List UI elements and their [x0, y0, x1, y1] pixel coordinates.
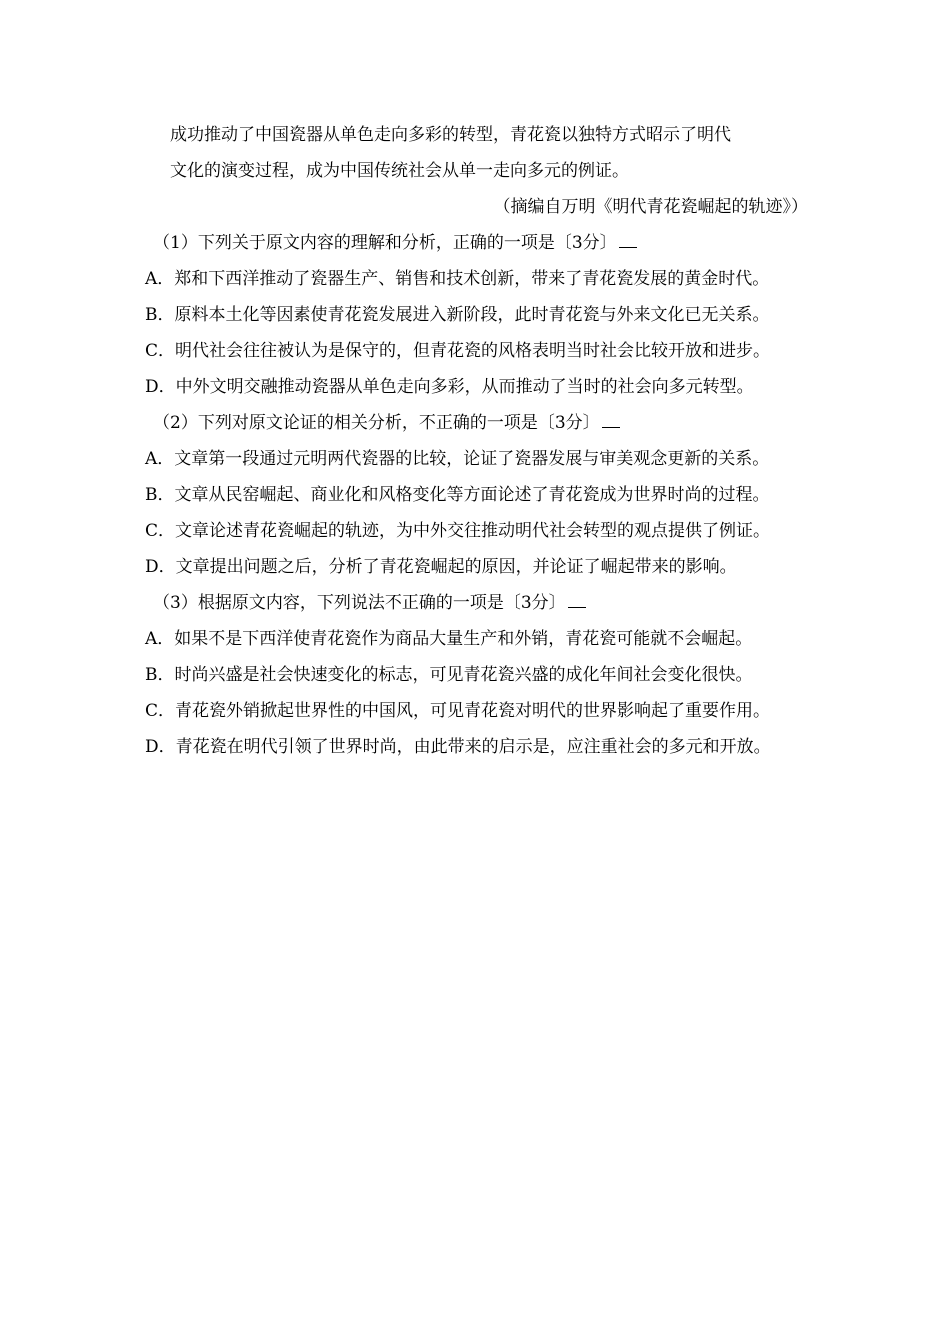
question-option: B．原料本土化等因素使青花瓷发展进入新阶段，此时青花瓷与外来文化已无关系。	[145, 305, 770, 325]
answer-blank	[602, 411, 620, 428]
question-stem: （2）下列对原文论证的相关分析，不正确的一项是〔3分〕	[145, 405, 810, 441]
question-option: D．文章提出问题之后，分析了青花瓷崛起的原因，并论证了崛起带来的影响。	[145, 557, 737, 577]
passage-source: （摘编自万明《明代青花瓷崛起的轨迹》）	[493, 197, 808, 217]
passage-line: 成功推动了中国瓷器从单色走向多彩的转型，青花瓷以独特方式昭示了明代	[170, 125, 731, 145]
passage-line: 文化的演变过程，成为中国传统社会从单一走向多元的例证。	[170, 161, 629, 181]
question-stem: （3）根据原文内容，下列说法不正确的一项是〔3分〕	[145, 585, 810, 621]
document-content	[145, 117, 810, 765]
question-option: B．时尚兴盛是社会快速变化的标志，可见青花瓷兴盛的成化年间社会变化很快。	[145, 665, 753, 685]
answer-blank	[568, 591, 586, 608]
question-stem: （1）下列关于原文内容的理解和分析，正确的一项是〔3分〕	[145, 225, 810, 261]
question-option: A．如果不是下西洋使青花瓷作为商品大量生产和外销，青花瓷可能就不会崛起。	[145, 629, 753, 649]
question-option: A．文章第一段通过元明两代瓷器的比较，论证了瓷器发展与审美观念更新的关系。	[145, 449, 770, 469]
question-option: C．文章论述青花瓷崛起的轨迹，为中外交往推动明代社会转型的观点提供了例证。	[145, 521, 771, 541]
question-option: D．青花瓷在明代引领了世界时尚，由此带来的启示是，应注重社会的多元和开放。	[145, 737, 771, 757]
answer-blank	[619, 231, 637, 248]
question-option: C．青花瓷外销掀起世界性的中国风，可见青花瓷对明代的世界影响起了重要作用。	[145, 701, 771, 721]
question-option: B．文章从民窑崛起、商业化和风格变化等方面论述了青花瓷成为世界时尚的过程。	[145, 485, 770, 505]
question-option: D．中外文明交融推动瓷器从单色走向多彩，从而推动了当时的社会向多元转型。	[145, 377, 754, 397]
question-option: C．明代社会往往被认为是保守的，但青花瓷的风格表明当时社会比较开放和进步。	[145, 341, 771, 361]
question-option: A．郑和下西洋推动了瓷器生产、销售和技术创新，带来了青花瓷发展的黄金时代。	[145, 269, 770, 289]
